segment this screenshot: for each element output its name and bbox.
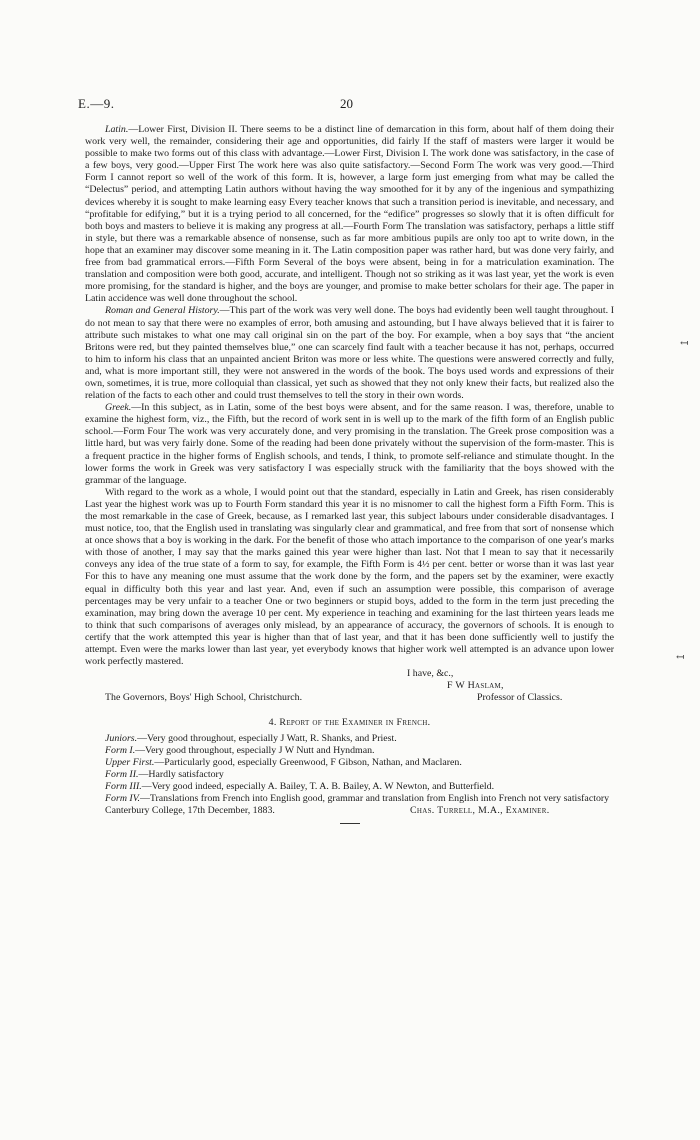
signature-title: Professor of Classics. xyxy=(477,692,563,704)
french-report-title: 4. Report of the Examiner in French. xyxy=(268,716,431,728)
list-item-label: Juniors. xyxy=(105,732,138,744)
signature-closing: I have, &c., xyxy=(407,668,454,680)
list-item-text: —Very good throughout, especially J W Nutt and Hyndman. xyxy=(135,744,375,756)
signature-recipient-line xyxy=(85,692,614,704)
greek-text: —In this subject, as in Latin, some of the best boys were absent, and for the same reason. I was, therefore, unable to examine the highest form, viz., the Fifth, but the record of work sent in is well up to the mark of the fifth form of an English public school.—Form Four The work was very accurately done, and very promising in the translation. The Greek prose composition was a little hard, but was very fairly done. Some of the reading had been done privately without the supervision of the form-master. This is a frequent practice in the higher forms of English schools, and tends, I think, to promote self-reliance and stimulate thought. In the lower forms the work in Greek was very satisfactory I was especially struck with the familiarity that the boys showed with the grammar of the language. xyxy=(85,402,614,486)
list-item-text: —Very good indeed, especially A. Bailey, T. A. B. Bailey, A. W Newton, and Butterfield. xyxy=(141,780,495,792)
list-item xyxy=(85,745,614,757)
end-divider xyxy=(340,823,360,824)
roman-history-heading: Roman and General History. xyxy=(105,305,220,317)
latin-text: —Lower First, Division II. There seems to be a distinct line of demarcation in this form, about half of them doing their work very well, the remainder, considering their age and opportunities, did fairly If the staff of masters were larger it would be possible to make two forms out of this class with advantage.—Lower First, Division I. The work done was satisfactory, in the case of a few boys, very good.—Upper First The work here was also quite satisfactory.—Second Form The work was very good.—Third Form I cannot report so well of the work of this form. It is, however, a large form just emerging from what may be called the “Delectus” period, and attempting Latin authors without having the way smoothed for it by any of the ingenious and sympathizing devices whereby it is sought to make learning easy Every teacher knows that such a transition period is inevitable, and necessary, and “profitable for edifying,” but it is a trying period to all concerned, for the “edifice” progresses so slowly that it is often difficult for both boys and masters to believe it is making any progress at all.—Fourth Form The translation was satisfactory, perhaps a little stiff in style, but there was a remarkable absence of nonsense, such as far more ambitious pupils are only too apt to write down, in the hope that an examiner may discover some meaning in it. The Latin composition paper was rather hard, but was done very fairly, and free from bad grammatical errors.—Fifth Form Several of the boys were absent, being in for a matriculation examination. The translation and composition were both good, accurate, and intelligent. Though not so striking as it was last year, yet the work is even more promising, for the standard is higher, and the boys are younger, and promise to make better scholars for their age. The paper in Latin accidence was well done throughout the school. xyxy=(85,124,614,305)
list-item-text: —Hardly satisfactory xyxy=(138,768,224,780)
french-examiner: Chas. Turrell, M.A., Examiner. xyxy=(410,805,550,817)
list-item xyxy=(85,769,614,781)
list-item-text: —Particularly good, especially Greenwood, F Gibson, Nathan, and Maclaren. xyxy=(154,756,462,768)
list-item-label: Form IV. xyxy=(105,793,140,805)
margin-mark-icon: ↤ xyxy=(680,338,689,349)
signature-closing-line xyxy=(85,668,614,680)
signature-recipient: The Governors, Boys' High School, Christchurch. xyxy=(105,692,303,704)
list-item-text: —Translations from French into English good, grammar and translation from English into French not very satisfactory xyxy=(139,793,610,805)
list-item-label: Form I. xyxy=(105,744,136,756)
french-report-list xyxy=(85,733,614,806)
report-body xyxy=(85,124,614,824)
french-signature-line xyxy=(85,805,614,817)
roman-history-text: —This part of the work was very well done. The boys had evidently been well taught throughout. I do not mean to say that there were no examples of error, both amusing and astounding, but I have always believed that it is fairer to attribute such mistakes to what one may call original sin on the part of the boy. For example, when a boy says that “the ancient Britons were red, but they painted themselves blue,” one can scarcely find fault with a teacher because it has not, perhaps, occurred to him to inform his class that an unpainted ancient Briton was more or less white. The questions were answered correctly and fully, and, what is more important still, they were not answered in the words of the book. The boys used words and expressions of their own, sometimes, it is true, more colloquial than classical, yet such as showed that they not only knew their facts, but realized also the relation of the facts to each other and could trust themselves to tell the story in their own words. xyxy=(85,305,614,402)
margin-mark-icon: ↤ xyxy=(676,652,685,663)
greek-paragraph xyxy=(85,402,614,487)
latin-paragraph xyxy=(85,124,614,305)
list-item xyxy=(85,793,614,805)
list-item-text: —Very good throughout, especially J Watt, R. Shanks, and Priest. xyxy=(137,732,397,744)
page-number: 20 xyxy=(340,96,353,111)
list-item xyxy=(85,757,614,769)
list-item-label: Form III. xyxy=(105,780,142,792)
list-item-label: Form II. xyxy=(105,768,139,780)
roman-history-paragraph xyxy=(85,305,614,402)
latin-heading: Latin. xyxy=(105,124,129,135)
page-header xyxy=(78,96,618,112)
general-remarks-paragraph: With regard to the work as a whole, I would point out that the standard, especially in Latin and Greek, has risen considerably Last year the highest work was up to Fourth Form standard this year it is no misnomer to call the highest form a Fifth Form. This is the most remarkable in the case of Greek, because, as I remarked last year, this subject labours under considerable disadvantages. I must notice, too, that the English used in translating was singularly clear and grammatical, and free from that sort of nonsense which at once shows that a boy is working in the dark. For the benefit of those who attach importance to the comparison of one year's marks with those of another, I may say that the marks gained this year were higher than last. Not that I mean to say that it necessarily conveys any idea of the true state of a form to say, for example, the Fifth Form is 4½ per cent. better or worse than it was last year For this to have any meaning one must assume that the work done by the form, and the papers set by the examiner, were exactly equal in difficulty both this year and last year. And, even if such an assumption were possible, this comparison of average percentages may be very unfair to a teacher One or two beginners or stupid boys, added to the form in the term just preceding the examination, may bring down the average 10 per cent. My experience in teaching and examining for the last thirteen years leads me to think that such comparisons of averages only mislead, by an appearance of accuracy, the governors of schools. It is enough to certify that the work attempted this year is higher than that of last year, and that it has been done sufficiently well to justify the attempt. Even were the marks lower than last year, yet everybody knows that higher work well attempted is an advance upon lower work perfectly mastered. xyxy=(85,486,614,668)
greek-heading: Greek. xyxy=(105,402,132,414)
french-date: Canterbury College, 17th December, 1883. xyxy=(105,805,275,817)
list-item xyxy=(85,733,614,745)
signature-name: F W Haslam, xyxy=(447,680,504,692)
list-item xyxy=(85,781,614,793)
list-item-label: Upper First. xyxy=(105,756,155,768)
document-code: E.—9. xyxy=(78,96,115,111)
signature-name-line xyxy=(85,680,614,692)
